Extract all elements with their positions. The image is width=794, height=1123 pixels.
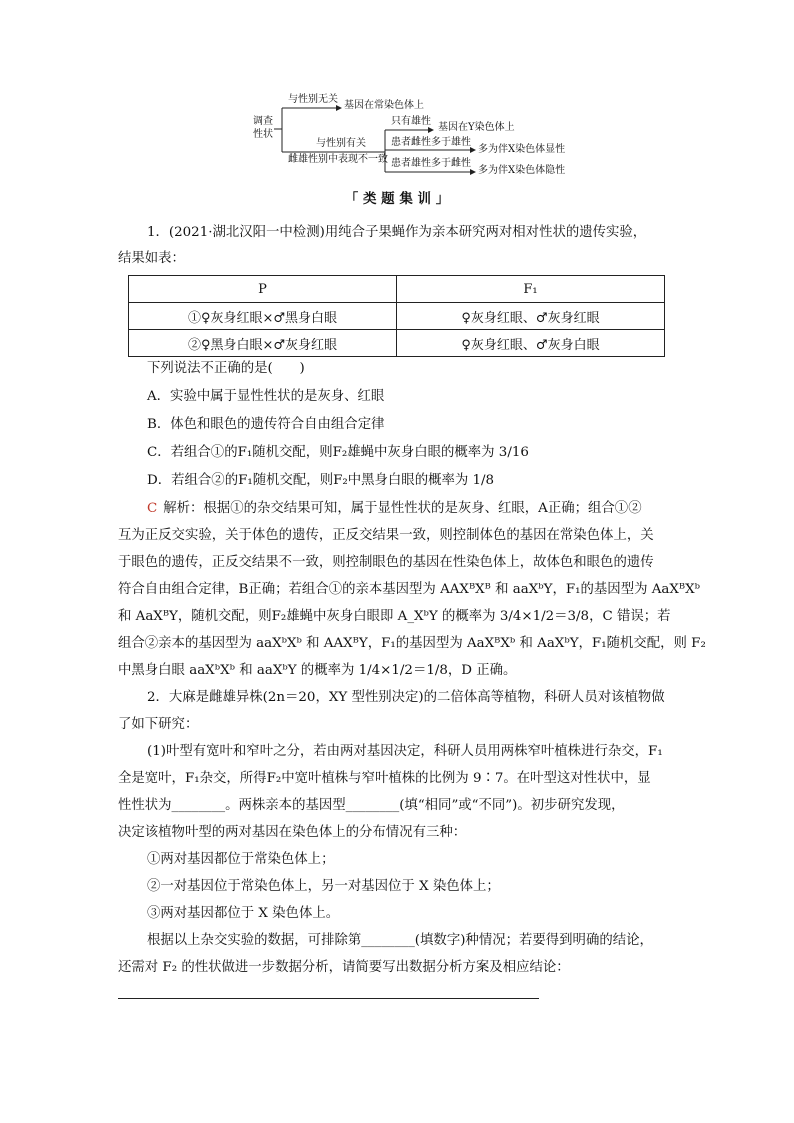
q2-case-2: ②一对基因位于常染色体上，另一对基因位于 X 染色体上； [147,879,500,894]
q2-case-1: ①两对基因都位于常染色体上； [147,852,335,867]
q2-part1-line4: 决定该植物叶型的两对基因在染色体上的分布情况有三种： [118,825,467,840]
table-header-p: P [129,276,397,303]
diagram-branch2-sublabel: 雌雄性别中表现不一致 [288,154,388,165]
q1-answer: C [147,501,158,516]
q1-analysis-line4: 符合自由组合定律，B正确；若组合①的亲本基因型为 AAXᴮXᴮ 和 aaXᵇY，F₁的基因型为 AaXᴮXᵇ [118,582,701,597]
table-row [129,330,665,357]
q1-analysis-line6: 组合②亲本的基因型为 aaXᵇXᵇ 和 AAXᴮY，F₁的基因型为 AaXᴮXᵇ 和 AaXᵇY，F₁随机交配，则 F₂ [118,636,706,651]
q1-analysis-line5: 和 AaXᴮY，随机交配，则F₂雄蝇中灰身白眼即 A_XᵇY 的概率为 3/4×1/2＝3/8，C 错误；若 [118,609,671,624]
q2-part1-line2: 全是宽叶，F₁杂交，所得F₂中宽叶植株与窄叶植株的比例为 9∶7。在叶型这对性状中，显 [118,771,651,786]
diagram-leaf3-label: 患者雄性多于雌性 [391,158,471,169]
diagram-branch2-label: 与性别有关 [316,138,366,149]
diagram-leaf2-label: 患者雌性多于雄性 [391,137,471,148]
q1-stem-line2: 结果如表： [118,251,185,266]
q2-part1-line1: (1)叶型有宽叶和窄叶之分，若由两对基因决定，科研人员用两株窄叶植株进行杂交，F₁ [147,744,663,759]
arrow-icon [336,105,342,111]
section-title: 「 类 题 集 训 」 [344,191,450,207]
diagram-root-line2: 性状 [253,129,273,140]
arrow-icon [470,169,476,175]
table-cell: ♀灰身红眼、♂灰身红眼 [397,303,665,330]
q1-prompt: 下列说法不正确的是( ) [147,361,305,376]
diagram-leaf2-result: 多为伴X染色体显性 [478,144,566,155]
q2-conclusion-line2: 还需对 F₂ 的性状做进一步数据分析，请简要写出数据分析方案及相应结论： [118,960,570,975]
q1-results-table [128,275,665,357]
table-row [129,303,665,330]
q1-option-a: A．实验中属于显性性状的是灰身、红眼 [147,389,385,404]
table-header-f1: F₁ [397,276,665,303]
table-cell: ①♀灰身红眼×♂黑身白眼 [129,303,397,330]
diagram-branch1-result: 基因在常染色体上 [344,100,424,111]
q1-option-c: C．若组合①的F₁随机交配，则F₂雄蝇中灰身白眼的概率为 3/16 [147,445,529,460]
q1-analysis-line1: C 解析：根据①的杂交结果可知，属于显性性状的是灰身、红眼，A正确；组合①② [147,501,642,516]
diagram-leaf3-result: 多为伴X染色体隐性 [478,165,566,176]
diagram-branch1-label: 与性别无关 [288,94,338,105]
answer-blank-line [118,998,539,999]
q1-option-b: B．体色和眼色的遗传符合自由组合定律 [147,417,385,432]
q2-stem-line1: 2．大麻是雌雄异株(2n＝20，XY 型性别决定)的二倍体高等植物，科研人员对该植物做 [147,690,665,705]
arrow-icon [428,127,434,133]
table-header-row [129,276,665,303]
q1-analysis-line7: 中黑身白眼 aaXᵇXᵇ 和 aaXᵇY 的概率为 1/4×1/2＝1/8，D 正确。 [118,663,517,678]
q1-stem-line1: 1．(2021·湖北汉阳一中检测)用纯合子果蝇作为亲本研究两对相对性状的遗传实验， [147,225,647,240]
q2-case-3: ③两对基因都位于 X 染色体上。 [147,906,340,921]
q2-conclusion-line1: 根据以上杂交实验的数据，可排除第________(填数字)种情况；若要得到明确的结论， [147,933,653,948]
q2-stem-line2: 了如下研究： [118,717,199,732]
q1-option-d: D．若组合②的F₁随机交配，则F₂中黑身白眼的概率为 1/8 [147,473,495,488]
q2-part1-line3: 性性状为________。两株亲本的基因型________(填“相同”或“不同”)。初步研究发现， [118,798,625,813]
diagram-leaf1-result: 基因在Y染色体上 [438,122,515,133]
table-cell: ♀灰身红眼、♂灰身白眼 [397,330,665,357]
diagram-root-line1: 调查 [253,116,273,127]
q1-analysis-line2: 互为正反交实验，关于体色的遗传，正反交结果一致，则控制体色的基因在常染色体上，关 [118,528,654,543]
diagram-leaf1-label: 只有雄性 [391,116,431,127]
q1-analysis-line3: 于眼色的遗传，正反交结果不一致，则控制眼色的基因在性染色体上，故体色和眼色的遗传 [118,555,654,570]
table-cell: ②♀黑身白眼×♂灰身红眼 [129,330,397,357]
